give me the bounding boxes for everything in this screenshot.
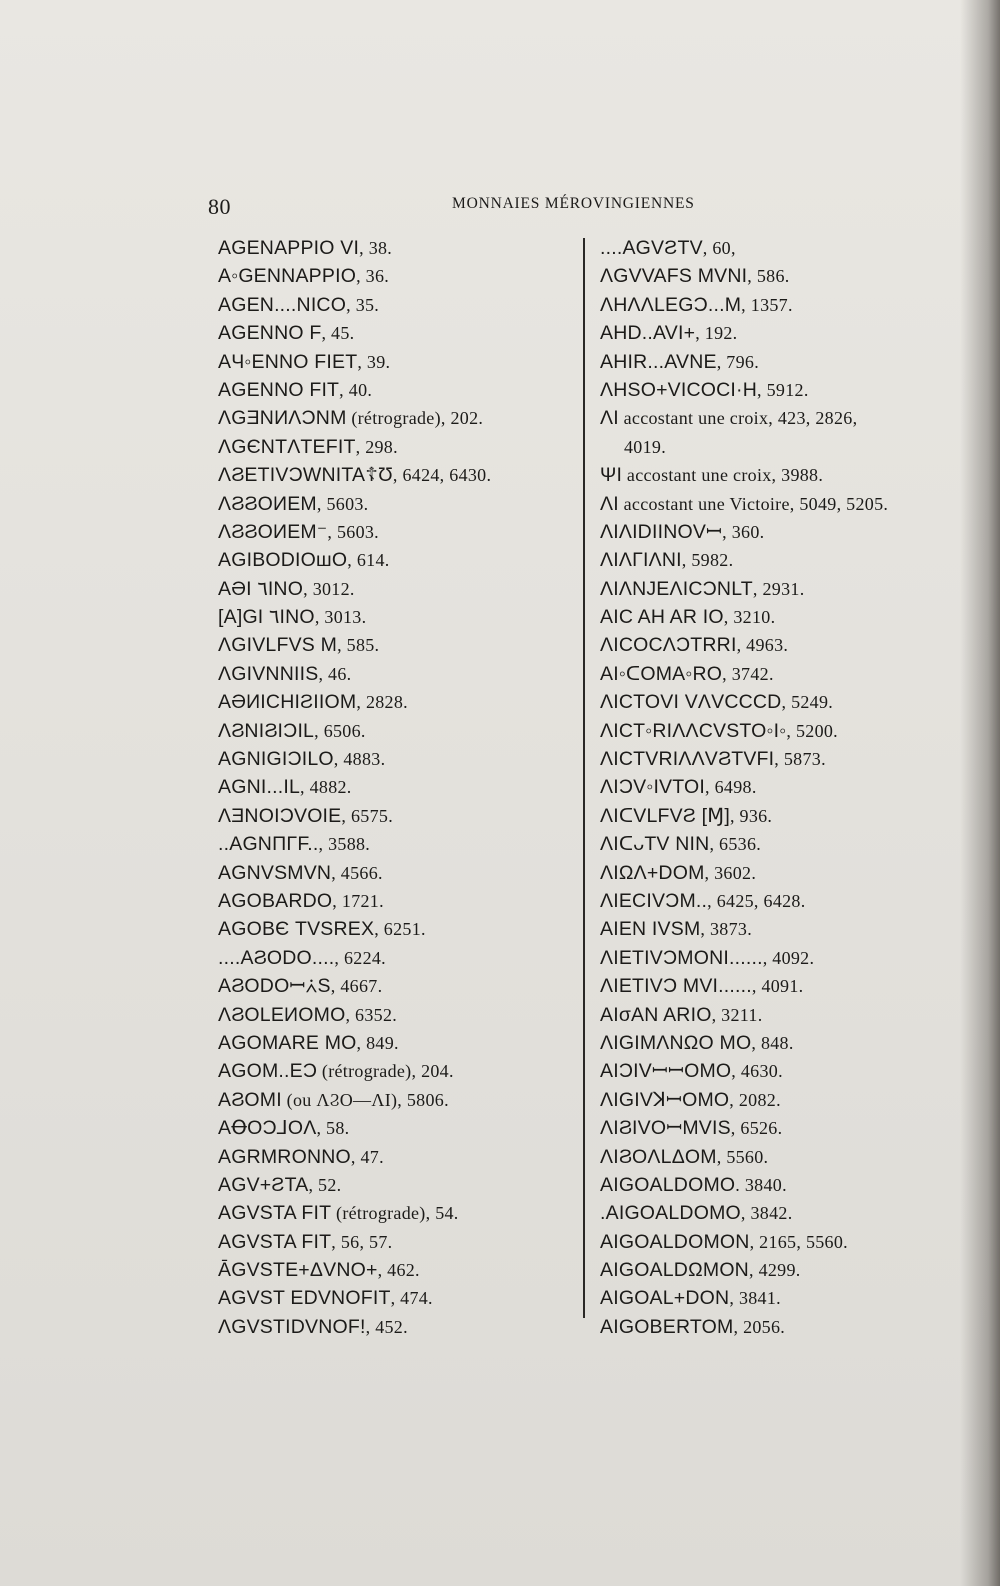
index-entry — [600, 1001, 970, 1029]
entry-reference: , 462. — [377, 1260, 420, 1281]
legend-text: ΛIGIMΛNΩO MO — [600, 1031, 752, 1054]
index-entry — [218, 745, 570, 773]
entry-reference: accostant une croix, 3988. — [622, 465, 824, 486]
index-entry — [600, 944, 970, 972]
index-entry — [218, 688, 570, 716]
entry-reference: , 2165, 5560. — [749, 1231, 848, 1252]
legend-text: AGNI...IL — [218, 776, 300, 799]
index-entry — [218, 830, 570, 858]
index-entry — [218, 944, 570, 972]
legend-text: ΛICT◦RIΛΛCVSTO◦I◦ — [600, 719, 787, 742]
entry-reference: , 474. — [390, 1288, 433, 1309]
entry-reference: , 4667. — [330, 976, 383, 997]
legend-text: AGOBARDO — [218, 889, 333, 912]
index-entry — [218, 1199, 570, 1227]
index-entry — [218, 915, 570, 943]
entry-reference: , 3873. — [700, 919, 753, 940]
entry-reference: , 3012. — [303, 578, 355, 599]
entry-reference: . 3840. — [735, 1174, 787, 1195]
legend-text: AGIBODIOшO — [218, 549, 348, 572]
index-entry — [218, 319, 570, 347]
legend-text: ΛGVSTIDVNOF! — [218, 1315, 366, 1338]
index-entry — [218, 603, 570, 631]
legend-text: AGENNO F — [218, 322, 322, 345]
legend-text: AHIR...AVNE — [600, 350, 717, 373]
entry-reference: accostant une Victoire, 5049, 5205. — [618, 493, 889, 514]
index-entry — [218, 490, 570, 518]
legend-text: ΛICTVRIΛΛVϨTVFI — [600, 748, 775, 771]
index-entry — [600, 348, 970, 376]
legend-text: ΛICTOVI VΛVCCCD — [600, 691, 782, 714]
legend-text: AIGOAL+DON — [600, 1287, 730, 1310]
legend-text: AЧ◦ENNO FIET — [218, 350, 358, 373]
legend-text: ΛIGIVꓘꟷOMO — [600, 1088, 730, 1111]
legend-text: ΛIᑕᴗTV NIN — [600, 833, 710, 856]
index-entry — [600, 1057, 970, 1085]
legend-text: ΛGЄNTΛTEFIT — [218, 435, 356, 458]
entry-reference: , 5249. — [781, 692, 834, 713]
legend-text: ΛIΛNJEΛICƆNLT — [600, 577, 753, 600]
legend-text: ΛIΛΓIΛNI — [600, 549, 682, 572]
index-entry — [600, 1143, 970, 1171]
entry-reference: , 40. — [339, 379, 373, 400]
entry-reference: , 45. — [321, 323, 355, 344]
entry-reference: , 4566. — [331, 862, 383, 883]
legend-text: ΛGIVNNIIS — [218, 662, 319, 685]
entry-reference: , 3842. — [740, 1203, 793, 1224]
legend-text: AGNIGIƆILO — [218, 748, 334, 771]
legend-text: AGVSTA FIT — [218, 1202, 332, 1225]
legend-text: ΛI — [600, 492, 619, 515]
entry-reference: , 5603. — [327, 521, 379, 542]
legend-text: ΛIƆV◦IVTOI — [600, 776, 706, 799]
entry-reference: , 4630. — [731, 1061, 783, 1082]
legend-text: AIσAN ARIO — [600, 1003, 712, 1026]
legend-text: ΛIϨOΛLΔOM — [600, 1145, 717, 1168]
entry-reference: , 4882. — [300, 777, 352, 798]
entry-reference: , 4299. — [748, 1260, 801, 1281]
legend-text: AGVST EDVNOFIT — [218, 1287, 391, 1310]
index-entry — [600, 1171, 970, 1199]
index-entry — [218, 1228, 570, 1256]
legend-text: AGNVSMVN — [218, 861, 332, 884]
legend-text: ΛϨOLEИOMO — [218, 1003, 346, 1026]
entry-reference: , 6526. — [730, 1118, 783, 1139]
legend-text: ΛIETIVƆMONI...... — [600, 946, 763, 969]
entry-reference: , 4883. — [333, 749, 386, 770]
page-number: 80 — [208, 194, 231, 219]
index-entry — [218, 802, 570, 830]
index-entry — [218, 859, 570, 887]
entry-reference: 4019. — [624, 436, 666, 457]
entry-reference: , 60, — [702, 238, 736, 258]
entry-reference: , 3841. — [729, 1288, 781, 1309]
index-entry — [600, 717, 970, 745]
right-column — [600, 234, 970, 1341]
index-entry — [600, 1086, 970, 1114]
entry-reference: , 2082. — [729, 1089, 781, 1110]
index-entry — [600, 887, 970, 915]
entry-reference: , 298. — [355, 436, 398, 457]
running-head: MONNAIES MÉROVINGIENNES — [452, 195, 695, 212]
legend-text: AGENNO FIT — [218, 378, 340, 401]
legend-text: AGV+ƧTA — [218, 1173, 309, 1196]
left-column — [218, 234, 570, 1341]
legend-text: AGEN....NICO — [218, 293, 347, 316]
entry-reference: , 192. — [695, 323, 738, 344]
index-entry — [600, 546, 970, 574]
index-entry — [600, 234, 970, 262]
entry-reference: , 586. — [747, 266, 790, 287]
entry-reference: , 3602. — [704, 862, 757, 883]
legend-text: ΛϨϨOИEM — [218, 492, 317, 515]
entry-reference: , 6498. — [705, 777, 757, 798]
index-entry — [218, 291, 570, 319]
index-entry — [218, 1001, 570, 1029]
legend-text: ΛϨϨOИEM⁻ — [218, 520, 328, 543]
index-entry — [218, 972, 570, 1000]
entry-reference: , 3210. — [723, 607, 776, 628]
entry-reference: , 39. — [357, 351, 391, 372]
legend-text: ΛIΩΛ+DOM — [600, 861, 705, 884]
legend-text: A◦GENNAPPIO — [218, 265, 357, 288]
entry-reference: , 4091. — [751, 976, 804, 997]
entry-reference: , 3211. — [711, 1004, 763, 1025]
legend-text: AGVSTA FIT — [218, 1230, 332, 1253]
legend-text: AGOM..EƆ — [218, 1060, 318, 1083]
index-entry — [600, 461, 970, 489]
index-entry — [218, 546, 570, 574]
legend-text: AGOMARE MO — [218, 1031, 357, 1054]
index-entry — [218, 1313, 570, 1341]
index-entry — [600, 404, 970, 432]
entry-reference: , 1721. — [332, 890, 384, 911]
legend-text: ΨI — [600, 464, 623, 487]
index-entry — [218, 1086, 570, 1114]
legend-text: AꝊOƆ⅃OΛ — [218, 1117, 317, 1140]
legend-text: ΛHΛΛLEGƆ...M — [600, 293, 742, 316]
index-entry — [600, 1199, 970, 1227]
index-entry — [600, 660, 970, 688]
legend-text: AIC AH AR IO — [600, 606, 724, 629]
entry-reference: , 936. — [729, 805, 773, 826]
index-entry — [218, 518, 570, 546]
index-entry — [218, 234, 570, 262]
legend-text: ΛHSO+VICOCI·H — [600, 378, 758, 401]
legend-text: AϨODOꟷ⩑S — [218, 975, 331, 998]
index-entry — [600, 1256, 970, 1284]
entry-reference: , 5982. — [681, 550, 734, 571]
entry-reference: , 3588. — [318, 834, 371, 855]
index-entry — [600, 291, 970, 319]
entry-reference: , 6424, 6430. — [392, 465, 492, 486]
entry-reference: , 56, 57. — [331, 1231, 393, 1252]
legend-text: AI◦ᑕOMA◦RO — [600, 662, 723, 685]
index-entry — [218, 1284, 570, 1312]
entry-reference: , 5912. — [757, 379, 809, 400]
index-entry — [600, 773, 970, 801]
legend-text: ΛIECIVƆM.. — [600, 889, 708, 912]
index-entry — [600, 1029, 970, 1057]
entry-reference: , 6224. — [334, 947, 386, 968]
index-entry — [218, 1114, 570, 1142]
entry-reference: , 1357. — [741, 294, 793, 315]
index-entry — [218, 404, 570, 432]
legend-text: AGENAPPIO VI — [218, 237, 360, 259]
entry-reference: , 5200. — [786, 720, 838, 741]
legend-text: ΛIᑕVLFVƧ [Ɱ] — [600, 804, 730, 827]
index-entry — [218, 660, 570, 688]
index-entry — [600, 859, 970, 887]
index-entry — [218, 461, 570, 489]
entry-reference: , 4963. — [736, 635, 789, 656]
legend-text: ΛIΛIDIINOVꟷ — [600, 520, 723, 543]
legend-text: ΛGVVAFS MVNI — [600, 265, 748, 288]
entry-reference: , 848. — [751, 1032, 794, 1053]
legend-text: AGOBЄ TVSREX — [218, 918, 375, 941]
entry-reference: , 796. — [716, 351, 760, 372]
index-entry — [218, 376, 570, 404]
index-entry — [218, 1171, 570, 1199]
legend-text: AϨOMI — [218, 1088, 282, 1111]
legend-text: [A]GI ٦INO — [218, 606, 315, 629]
entry-reference: (rétrograde), 202. — [346, 408, 484, 429]
entry-reference: , 2931. — [752, 578, 805, 599]
index-entry — [218, 887, 570, 915]
index-entry — [218, 773, 570, 801]
index-entry — [600, 518, 970, 546]
legend-text: AƏИICHIƧIIOM — [218, 691, 357, 714]
legend-text: AHD..AVI+ — [600, 322, 696, 345]
index-entry — [600, 830, 970, 858]
entry-reference: (rétrograde), 54. — [331, 1203, 459, 1224]
entry-reference: , 3013. — [314, 607, 367, 628]
legend-text: AƏI ٦INO — [218, 577, 304, 600]
legend-text: .AIGOALDOMO — [600, 1202, 741, 1225]
entry-reference: , 38. — [359, 238, 393, 258]
entry-reference: , 5603. — [316, 493, 369, 514]
legend-text: ΛϨNIϨIƆIL — [218, 719, 315, 742]
entry-reference: , 585. — [337, 635, 380, 656]
legend-text: AIGOALDOMON — [600, 1230, 750, 1253]
index-entry — [218, 262, 570, 290]
entry-reference: , 6506. — [314, 720, 366, 741]
index-entry — [600, 575, 970, 603]
legend-text: ΛƎNOIƆVOIE — [218, 804, 342, 827]
index-entry — [600, 631, 970, 659]
legend-text: ĀGVSTE+ΔVNO+ — [218, 1259, 378, 1282]
index-entry — [600, 1114, 970, 1142]
entry-reference: , 58. — [316, 1118, 350, 1139]
entry-reference: , 47. — [350, 1146, 384, 1167]
legend-text: ΛIETIVƆ MVI...... — [600, 975, 752, 998]
entry-reference: , 36. — [356, 266, 390, 287]
index-entry — [600, 262, 970, 290]
entry-reference: , 5873. — [774, 749, 826, 770]
entry-reference: , 3742. — [722, 663, 774, 684]
index-entry — [600, 802, 970, 830]
index-entry — [600, 745, 970, 773]
index-entry — [218, 1057, 570, 1085]
index-entry — [218, 1256, 570, 1284]
entry-reference: , 46. — [318, 663, 352, 684]
index-entry — [600, 603, 970, 631]
entry-reference: , 6575. — [341, 805, 393, 826]
index-entry — [600, 1228, 970, 1256]
entry-reference: , 6352. — [345, 1004, 398, 1025]
legend-text: AIGOBERTOM — [600, 1315, 734, 1338]
entry-reference: , 6251. — [374, 919, 426, 940]
entry-reference: , 360. — [722, 521, 765, 542]
index-entry — [218, 1143, 570, 1171]
index-entry — [600, 376, 970, 404]
entry-reference: , 4092. — [762, 947, 815, 968]
legend-text: ....AϨODO.... — [218, 946, 335, 969]
index-entry — [218, 348, 570, 376]
entry-reference: , 849. — [356, 1032, 399, 1053]
legend-text: AIEN IVSM — [600, 918, 701, 941]
entry-reference: accostant une croix, 423, 2826, — [618, 408, 858, 429]
entry-reference: , 614. — [347, 550, 390, 571]
index-entry — [600, 319, 970, 347]
index-entry — [600, 1313, 970, 1341]
index-entry — [218, 575, 570, 603]
legend-text: ....AGVƧTV — [600, 237, 703, 259]
legend-text: ΛϨETIVƆWNITA☦Ʊ — [218, 464, 393, 487]
legend-text: ΛGIVLFVS M — [218, 634, 338, 657]
entry-reference: , 452. — [365, 1316, 408, 1337]
index-entry — [218, 717, 570, 745]
entry-reference: , 6536. — [709, 834, 762, 855]
entry-reference: , 6425, 6428. — [707, 890, 806, 911]
legend-text: AGRMRONNO — [218, 1145, 351, 1168]
index-entry — [600, 490, 970, 518]
legend-text: AIGOALDOMO — [600, 1173, 736, 1196]
legend-text: ΛI — [600, 407, 619, 430]
legend-text: ..AGNΠΓF.. — [218, 833, 319, 856]
entry-reference: , 2828. — [356, 692, 408, 713]
index-entry — [600, 688, 970, 716]
column-divider — [583, 238, 585, 1318]
entry-reference: , 35. — [346, 294, 380, 315]
index-entry — [218, 1029, 570, 1057]
index-entry — [218, 433, 570, 461]
legend-text: AIƆIVꟷꟷOMO — [600, 1060, 732, 1083]
entry-reference: , 2056. — [733, 1316, 786, 1337]
legend-text: ΛICOCΛƆTRRI — [600, 634, 737, 657]
entry-reference: , 52. — [308, 1174, 342, 1195]
legend-text: ΛIϨIVOꟷMVIS — [600, 1117, 731, 1140]
index-entry — [600, 1284, 970, 1312]
entry-reference: (rétrograde), 204. — [317, 1061, 454, 1082]
legend-text: AIGOALDΩMON — [600, 1259, 749, 1282]
index-entry — [600, 433, 970, 461]
index-entry — [218, 631, 570, 659]
index-entry — [600, 972, 970, 1000]
entry-reference: , 5560. — [716, 1146, 769, 1167]
legend-text: ΛGƎNИΛƆNM — [218, 407, 347, 430]
index-entry — [600, 915, 970, 943]
entry-reference: (ou ΛϨO—ΛI), 5806. — [281, 1089, 449, 1110]
